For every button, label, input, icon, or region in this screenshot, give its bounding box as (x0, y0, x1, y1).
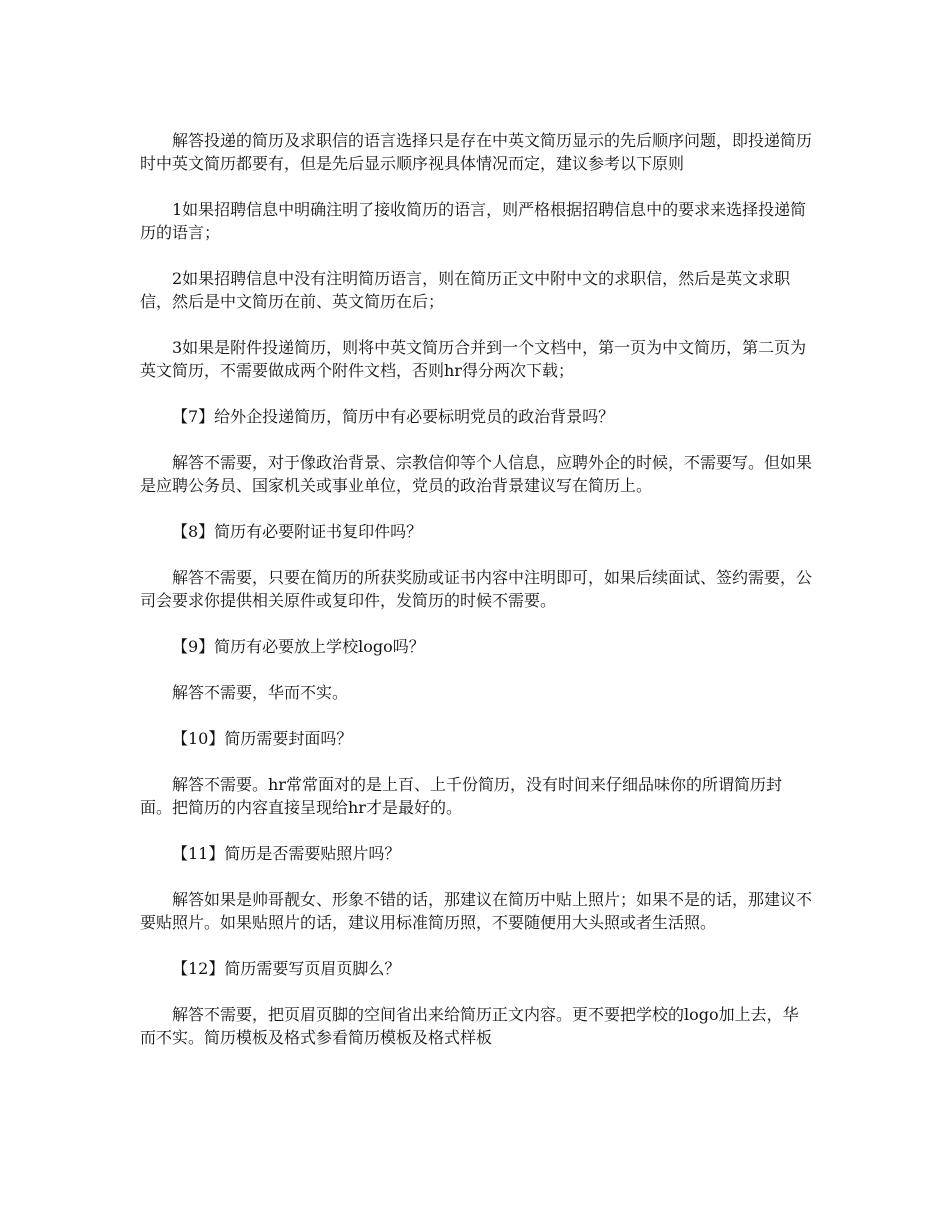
answer-8: 解答不需要，只要在简历的所获奖励或证书内容中注明即可，如果后续面试、签约需要，公司会要求你提供相关原件或复印件，发简历的时候不需要。 (140, 568, 813, 610)
answer-9: 解答不需要，华而不实。 (172, 683, 349, 702)
document-body (140, 129, 812, 1072)
paragraph-rule-3: 3如果是附件投递简历，则将中英文简历合并到一个文档中，第一页为中文简历，第二页为英文简历，不需要做成两个附件文档，否则hr得分两次下载； (140, 338, 807, 380)
paragraph-intro-answer: 解答投递的简历及求职信的语言选择只是存在中英文简历显示的先后顺序问题，即投递简历时中英文简历都要有，但是先后显示顺序视具体情况而定，建议参考以下原则 (140, 131, 813, 173)
answer-7: 解答不需要，对于像政治背景、宗教信仰等个人信息，应聘外企的时候，不需要写。但如果是应聘公务员、国家机关或事业单位，党员的政治背景建议写在简历上。 (140, 453, 813, 495)
answer-12: 解答不需要，把页眉页脚的空间省出来给简历正文内容。更不要把学校的logo加上去，华而不实。简历模板及格式参看简历模板及格式样板 (140, 1005, 799, 1047)
question-12: 【12】简历需要写页眉页脚么？ (172, 959, 401, 978)
answer-10: 解答不需要。hr常常面对的是上百、上千份简历，没有时间来仔细品味你的所谓简历封面。把简历的内容直接呈现给hr才是最好的。 (140, 775, 782, 817)
question-10: 【10】简历需要封面吗？ (172, 729, 353, 748)
question-11: 【11】简历是否需要贴照片吗？ (172, 844, 401, 863)
answer-11: 解答如果是帅哥靓女、形象不错的话，那建议在简历中贴上照片；如果不是的话，那建议不要贴照片。如果贴照片的话，建议用标准简历照，不要随便用大头照或者生活照。 (140, 890, 813, 932)
question-7: 【7】给外企投递简历，简历中有必要标明党员的政治背景吗？ (172, 407, 615, 426)
question-9: 【9】简历有必要放上学校logo吗？ (172, 637, 425, 656)
question-8: 【8】简历有必要附证书复印件吗？ (172, 522, 423, 541)
paragraph-rule-2: 2如果招聘信息中没有注明简历语言，则在简历正文中附中文的求职信，然后是英文求职信，然后是中文简历在前、英文简历在后； (140, 269, 791, 311)
paragraph-rule-1: 1如果招聘信息中明确注明了接收简历的语言，则严格根据招聘信息中的要求来选择投递简历的语言； (140, 200, 807, 242)
